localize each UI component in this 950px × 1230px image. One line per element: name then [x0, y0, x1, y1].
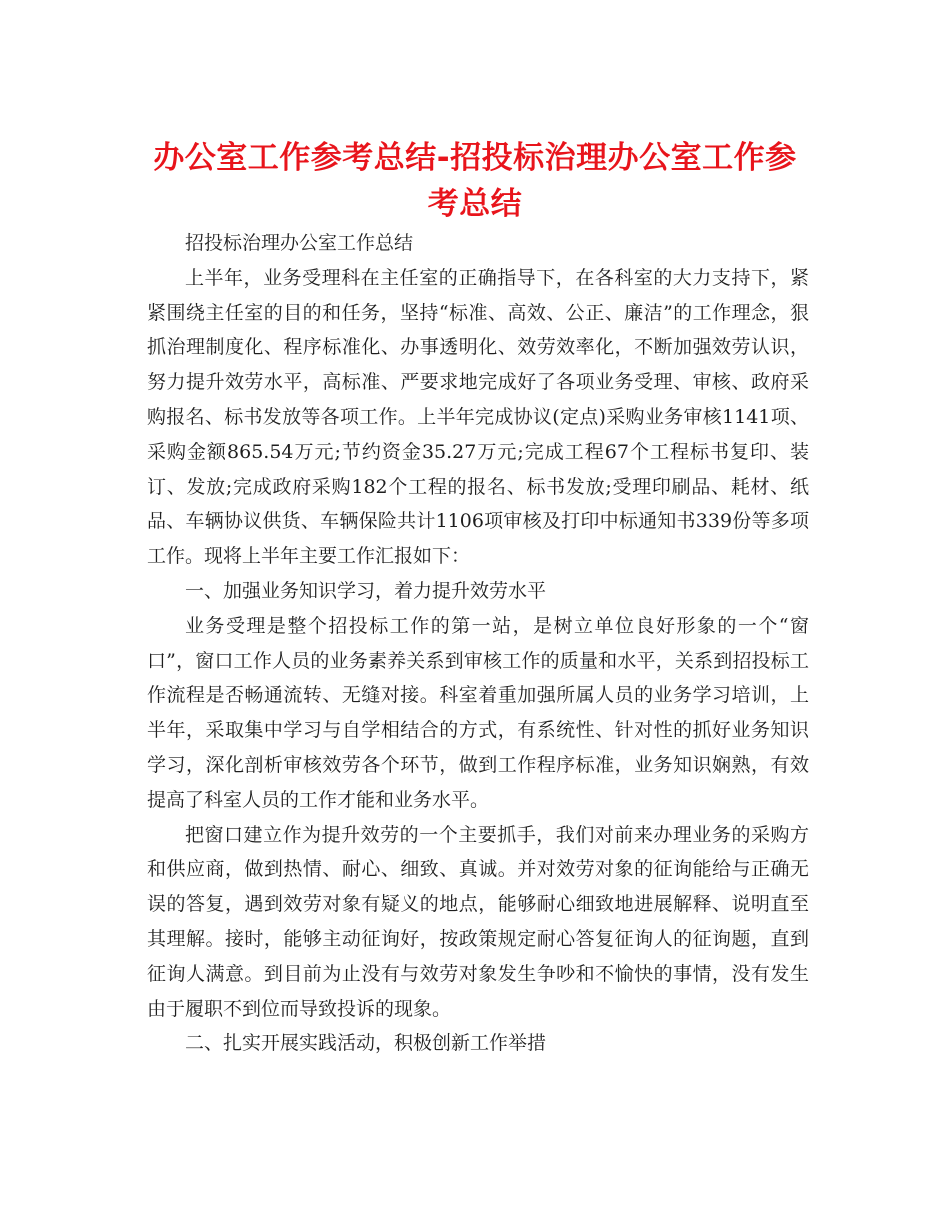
document-title: 办公室工作参考总结-招投标治理办公室工作参考总结	[153, 140, 797, 222]
section-heading: 二、扎实开展实践活动，积极创新工作举措	[185, 1032, 547, 1055]
section-subtitle: 招投标治理办公室工作总结	[185, 232, 414, 254]
body-paragraph: 把窗口建立作为提升效劳的一个主要抓手，我们对前来办理业务的采购方和供应商，做到热情、耐心、细致、真诚。并对效劳对象的征询能给与正确无误的答复，遇到效劳对象有疑义的地点，能够耐心细致地进展解释、说明直至其理解。接时，能够主动征询好，按政策规定耐心答复征询人的征询题，直到征询人满意。到目前为止没有与效劳对象发生争吵和不愉快的事情，没有发生由于履职不到位而导致投诉的现象。	[147, 823, 809, 1020]
section-heading: 一、加强业务知识学习，着力提升效劳水平	[185, 579, 547, 602]
document-body	[147, 226, 809, 1061]
body-paragraph: 上半年，业务受理科在主任室的正确指导下，在各科室的大力支持下，紧紧围绕主任室的目的和任务，坚持“标准、高效、公正、廉洁”的工作理念，狠抓治理制度化、程序标准化、办事透明化、效劳效率化，不断加强效劳认识，努力提升效劳水平，高标准、严要求地完成好了各项业务受理、审核、政府采购报名、标书发放等各项工作。上半年完成协议(定点)采购业务审核1141项、采购金额865.54万元;节约资金35.27万元;完成工程67个工程标书复印、装订、发放;完成政府采购182个工程的报名、标书发放;受理印刷品、耗材、纸品、车辆协议供货、车辆保险共计1106项审核及打印中标通知书339份等多项工作。现将上半年主要工作汇报如下：	[147, 266, 809, 568]
body-paragraph: 业务受理是整个招投标工作的第一站，是树立单位良好形象的一个“窗口”，窗口工作人员的业务素养关系到审核工作的质量和水平，关系到招投标工作流程是否畅通流转、无缝对接。科室着重加强所属人员的业务学习培训，上半年，采取集中学习与自学相结合的方式，有系统性、针对性的抓好业务知识学习，深化剖析审核效劳各个环节，做到工作程序标准，业务知识娴熟，有效提高了科室人员的工作才能和业务水平。	[147, 614, 809, 811]
